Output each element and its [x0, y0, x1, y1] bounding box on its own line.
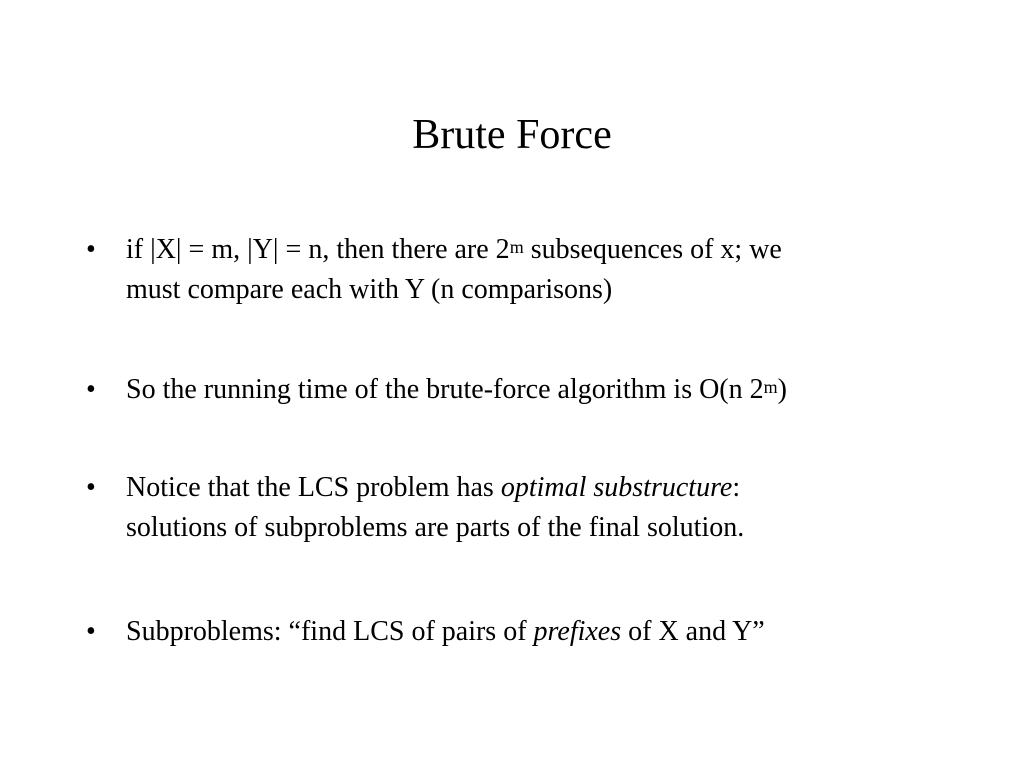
bullet-symbol: • [86, 472, 96, 503]
bullet-text-4 [126, 612, 966, 652]
bullet-text-2 [126, 370, 966, 410]
bullet-4-italic-term: prefixes [533, 616, 622, 647]
bullet-symbol: • [86, 374, 96, 405]
slide-title: Brute Force [412, 112, 612, 158]
bullet-3-line2: solutions of subproblems are parts of the final solution. [126, 512, 745, 543]
bullet-symbol: • [86, 234, 96, 265]
bullet-4-part2: of X and Y” [621, 616, 765, 647]
bullet-1-line1-part2: subsequences of x; we [523, 234, 782, 265]
bullet-1-line1-part1: if |X| = m, |Y| = n, then there are 2 [126, 234, 510, 265]
bullet-2-part2: ) [777, 374, 787, 405]
bullet-3-line1-part1: Notice that the LCS problem has [126, 472, 501, 503]
bullet-1-superscript: m [509, 237, 524, 257]
bullet-2-part1: So the running time of the brute-force algorithm is O(n 2 [126, 374, 764, 405]
bullet-3-italic-term: optimal substructure [500, 472, 733, 503]
bullet-text-3 [126, 468, 966, 548]
bullet-1-line2: must compare each with Y (n comparisons) [126, 274, 613, 305]
bullet-4-part1: Subproblems: “find LCS of pairs of [126, 616, 534, 647]
bullet-3-line1-part2: : [732, 472, 741, 503]
bullet-2-superscript: m [763, 377, 778, 397]
bullet-text-1 [126, 230, 966, 310]
bullet-symbol: • [86, 616, 96, 647]
